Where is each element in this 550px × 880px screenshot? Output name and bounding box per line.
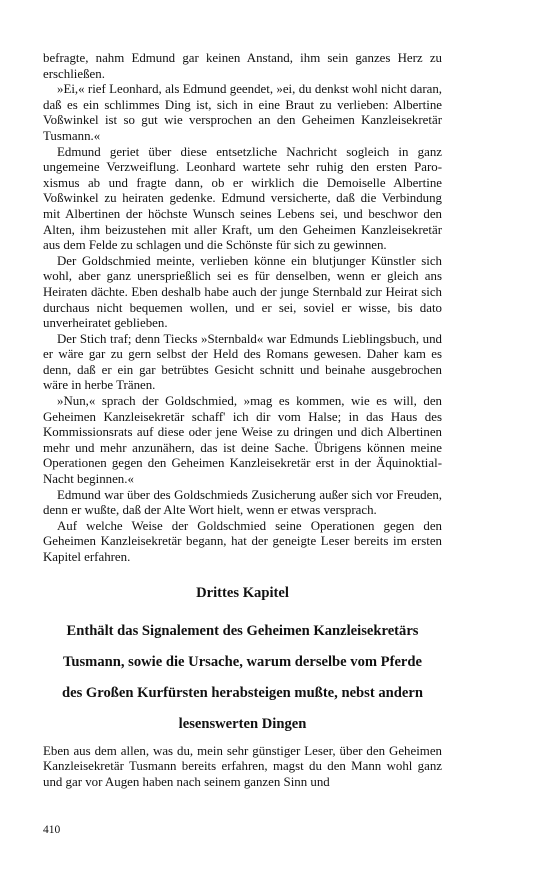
paragraph-8: Auf welche Weise der Goldschmied seine Operationen gegen den Geheimen Kanzleisekretär begann, hat der geneigte Leser bereits im ersten Kapitel erfahren. [43,518,442,564]
paragraph-6: »Nun,« sprach der Goldschmied, »mag es kommen, wie es will, den Geheimen Kanzleisekretär schaff' ich dir vom Halse; in das Haus des Kommissionsrats auf diese oder jene Weise zu dringen und dich Albertinen mehr und mehr anzunähern, das ist deine Sache. Übrigens können meine Operationen gegen den Geheimen Kanzleisekretär erst in der Äquinoktial-Nacht beginnen.« [43,394,442,487]
paragraph-7: Edmund war über des Goldschmieds Zusicherung außer sich vor Freuden, denn er wußte, daß der Alte Wort hielt, wenn er etwas versprach. [43,487,442,518]
paragraph-3: Edmund geriet über diese entsetzliche Nachricht sogleich in ganz ungemeine Verzweiflung. Leonhard wartete sehr ruhig den ersten Paroxismus ab und fragte dann, ob er wirklich die Demoiselle Albertine Voßwinkel zu heiraten gedenke. Edmund versicherte, daß die Verbindung mit Albertinen der höchste Wunsch seines Lebens sei, und beschwor den Alten, ihm beizustehen mit aller Kraft, um den Geheimen Kanzleisekretär aus dem Felde zu schlagen und die Schönste für sich zu gewinnen. [43,144,442,253]
page-body [43,51,442,790]
chapter-subtitle-line-2: Tusmann, sowie die Ursache, warum derselbe vom Pferde [62,653,422,670]
paragraph-after-chapter: Eben aus dem allen, was du, mein sehr günstiger Leser, über den Geheimen Kanzleisekretär Tusmann bereits erfahren, magst du den Mann wohl ganz und gar vor Augen haben nach seinem ganzen Sinn und [43,743,442,789]
chapter-title: Drittes Kapitel [196,584,289,601]
paragraph-2: »Ei,« rief Leonhard, als Edmund geendet, »ei, du denkst wohl nicht daran, daß es ein schlimmes Ding ist, sich in eine Braut zu verlieben: Albertine Voßwinkel ist so gut wie versprochen an den Geheimen Kanzleisekretär Tusmann.« [43,82,442,143]
chapter-subtitle-line-4: lesenswerten Dingen [178,715,307,732]
text-block-before [43,51,442,566]
paragraph-5: Der Stich traf; denn Tiecks »Sternbald« war Edmunds Lieblingsbuch, und er wäre gar zu gern selbst der Held des Romans gewesen. Daher kam es denn, daß er ein gar betrübtes Gesicht schnitt und beinahe ausgebrochen wäre in herbe Tränen. [43,331,442,393]
chapter-heading [43,584,442,740]
paragraph-4: Der Goldschmied meinte, verlieben könne ein blutjunger Künstler sich wohl, aber ganz unersprießlich sei es für denselben, wenn er gleich ans Heiraten dächte. Eben deshalb habe auch der junge Sternbald zur Heirat sich durchaus nicht bequemen wollen, und er sei, soviel er wisse, bis dato unverheiratet geblieben. [43,253,442,331]
page-number: 410 [43,824,61,836]
chapter-subtitle-line-1: Enthält das Signalement des Geheimen Kanzleisekretärs [66,622,419,639]
chapter-subtitle-line-3: des Großen Kurfürsten herabsteigen mußte, nebst andern [62,684,423,701]
paragraph-1: befragte, nahm Edmund gar keinen Anstand, ihm sein ganzes Herz zu erschließen. [43,51,442,81]
